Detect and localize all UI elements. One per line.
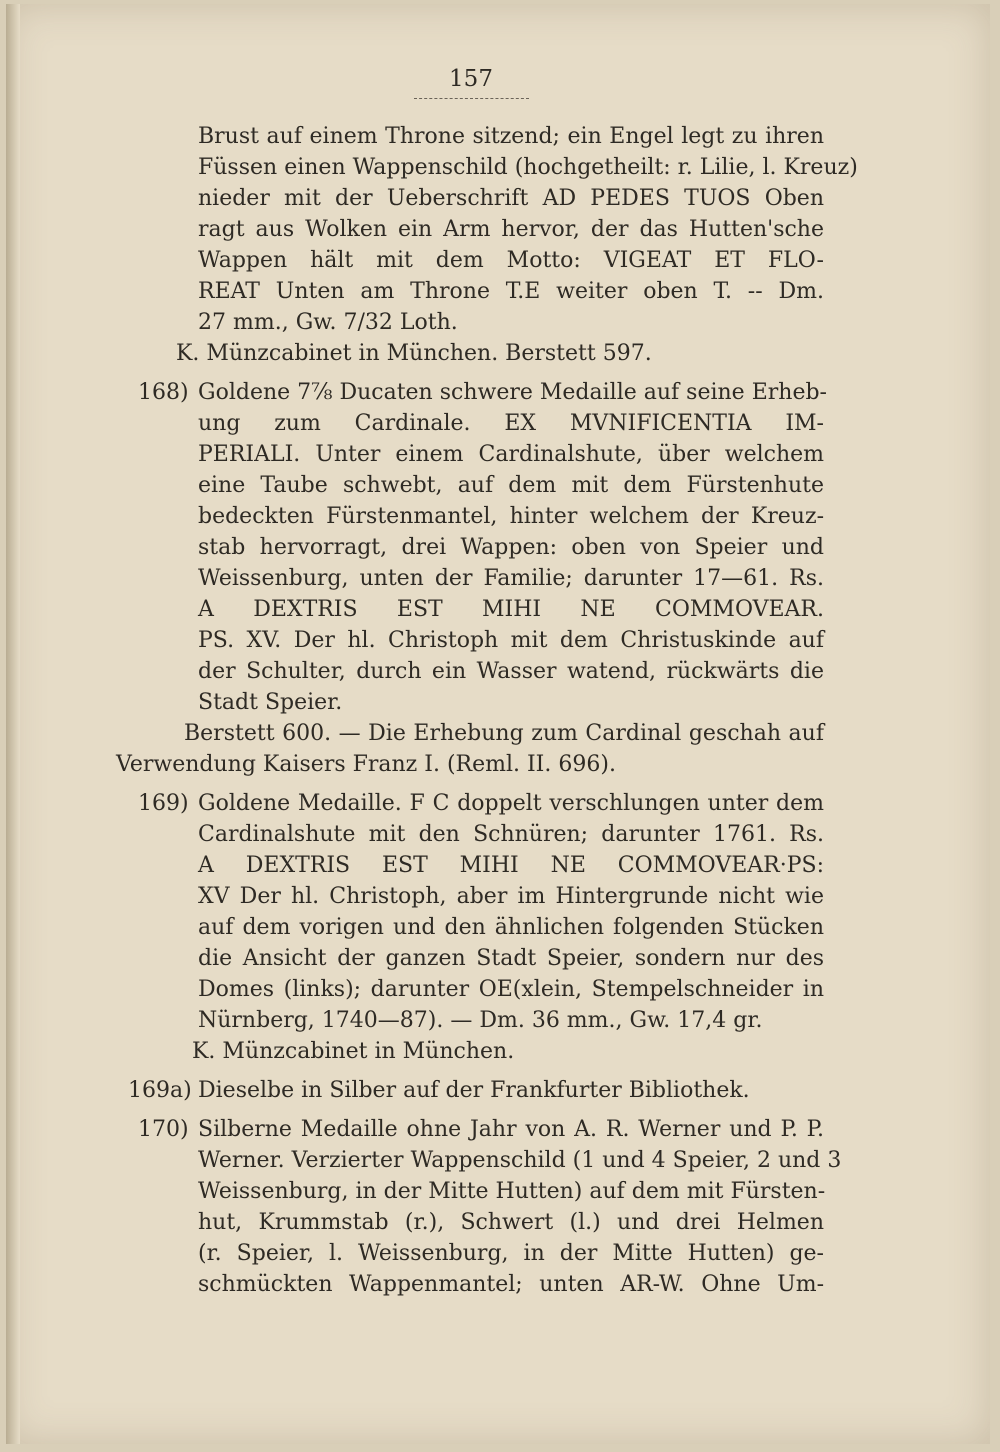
text-line: nieder mit der Ueberschrift AD PEDES TUOS Oben <box>198 186 824 211</box>
reference-line: K. Münzcabinet in München. <box>192 1039 515 1064</box>
text-line: Weissenburg, unten der Familie; darunter 17—61. Rs. <box>198 566 824 591</box>
entry-168-note <box>116 718 824 780</box>
page-number: 157 <box>449 66 493 92</box>
text-line: Silberne Medaille ohne Jahr von A. R. Werner und P. P. <box>198 1117 824 1142</box>
text-line: A DEXTRIS EST MIHI NE COMMOVEAR. <box>198 597 824 622</box>
text-line: PERIALI. Unter einem Cardinalshute, über welchem <box>198 442 824 467</box>
text-line: Goldene Medaille. F C doppelt verschlungen unter dem <box>198 791 824 816</box>
page-text <box>116 121 858 1300</box>
entry-169a <box>124 1075 824 1106</box>
text-line: Weissenburg, in der Mitte Hutten) auf dem mit Fürsten- <box>198 1179 826 1204</box>
text-line: auf dem vorigen und den ähnlichen folgenden Stücken <box>198 915 824 940</box>
text-line: ung zum Cardinale. EX MVNIFICENTIA IM- <box>198 411 824 436</box>
text-line: Domes (links); darunter OE(xlein, Stempelschneider in <box>198 977 824 1002</box>
text-line: Stadt Speier. <box>198 690 343 715</box>
text-line: ragt aus Wolken ein Arm hervor, der das Hutten'sche <box>198 217 824 242</box>
page-spine-shadow <box>6 4 20 1444</box>
header-wavy-rule <box>414 94 529 99</box>
text-line: hut, Krummstab (r.), Schwert (l.) und drei Helmen <box>198 1210 824 1235</box>
text-line: stab hervorragt, drei Wappen: oben von Speier und <box>198 535 824 560</box>
note-line: Berstett 600. — Die Erhebung zum Cardinal geschah auf <box>184 721 824 746</box>
text-line: bedeckten Fürstenmantel, hinter welchem der Kreuz- <box>198 504 824 529</box>
note-line: Verwendung Kaisers Franz I. (Reml. II. 696). <box>116 752 616 777</box>
text-line: der Schulter, durch ein Wasser watend, rückwärts die <box>198 659 824 684</box>
text-line: Dieselbe in Silber auf der Frankfurter Bibliothek. <box>198 1078 750 1103</box>
entry-168 <box>124 377 827 718</box>
text-line: Goldene 7⅞ Ducaten schwere Medaille auf seine Erheb- <box>198 380 827 405</box>
text-line: Wappen hält mit dem Motto: VIGEAT ET FLO- <box>198 248 824 273</box>
text-line: schmückten Wappenmantel; unten AR-W. Ohne Um- <box>198 1272 824 1297</box>
text-line: Brust auf einem Throne sitzend; ein Engel legt zu ihren <box>198 124 824 149</box>
page-header <box>6 66 936 99</box>
text-line: Cardinalshute mit den Schnüren; darunter 1761. Rs. <box>198 822 824 847</box>
entry-170 <box>124 1114 842 1300</box>
text-line: REAT Unten am Throne T.E weiter oben T. -- Dm. <box>198 279 824 304</box>
continued-entry <box>124 121 858 369</box>
entry-number: 169a) <box>128 1078 192 1103</box>
text-line: XV Der hl. Christoph, aber im Hintergrunde nicht wie <box>198 884 824 909</box>
entry-169 <box>124 788 824 1036</box>
book-page <box>6 4 990 1444</box>
text-line: Füssen einen Wappenschild (hochgetheilt: r. Lilie, l. Kreuz) <box>198 155 858 180</box>
text-line: A DEXTRIS EST MIHI NE COMMOVEAR·PS: <box>198 853 824 878</box>
text-line: Werner. Verzierter Wappenschild (1 und 4 Speier, 2 und 3 <box>198 1148 842 1173</box>
entry-number: 169) <box>138 791 189 816</box>
entry-number: 170) <box>138 1117 189 1142</box>
entry-number: 168) <box>138 380 189 405</box>
reference-line: K. Münzcabinet in München. Berstett 597. <box>176 341 652 366</box>
text-line: Nürnberg, 1740—87). — Dm. 36 mm., Gw. 17,4 gr. <box>198 1008 763 1033</box>
text-line: die Ansicht der ganzen Stadt Speier, sondern nur des <box>198 946 824 971</box>
text-line: PS. XV. Der hl. Christoph mit dem Christuskinde auf <box>198 628 824 653</box>
text-line: 27 mm., Gw. 7/32 Loth. <box>198 310 458 335</box>
text-line: eine Taube schwebt, auf dem mit dem Fürstenhute <box>198 473 824 498</box>
text-line: (r. Speier, l. Weissenburg, in der Mitte Hutten) ge- <box>198 1241 824 1266</box>
